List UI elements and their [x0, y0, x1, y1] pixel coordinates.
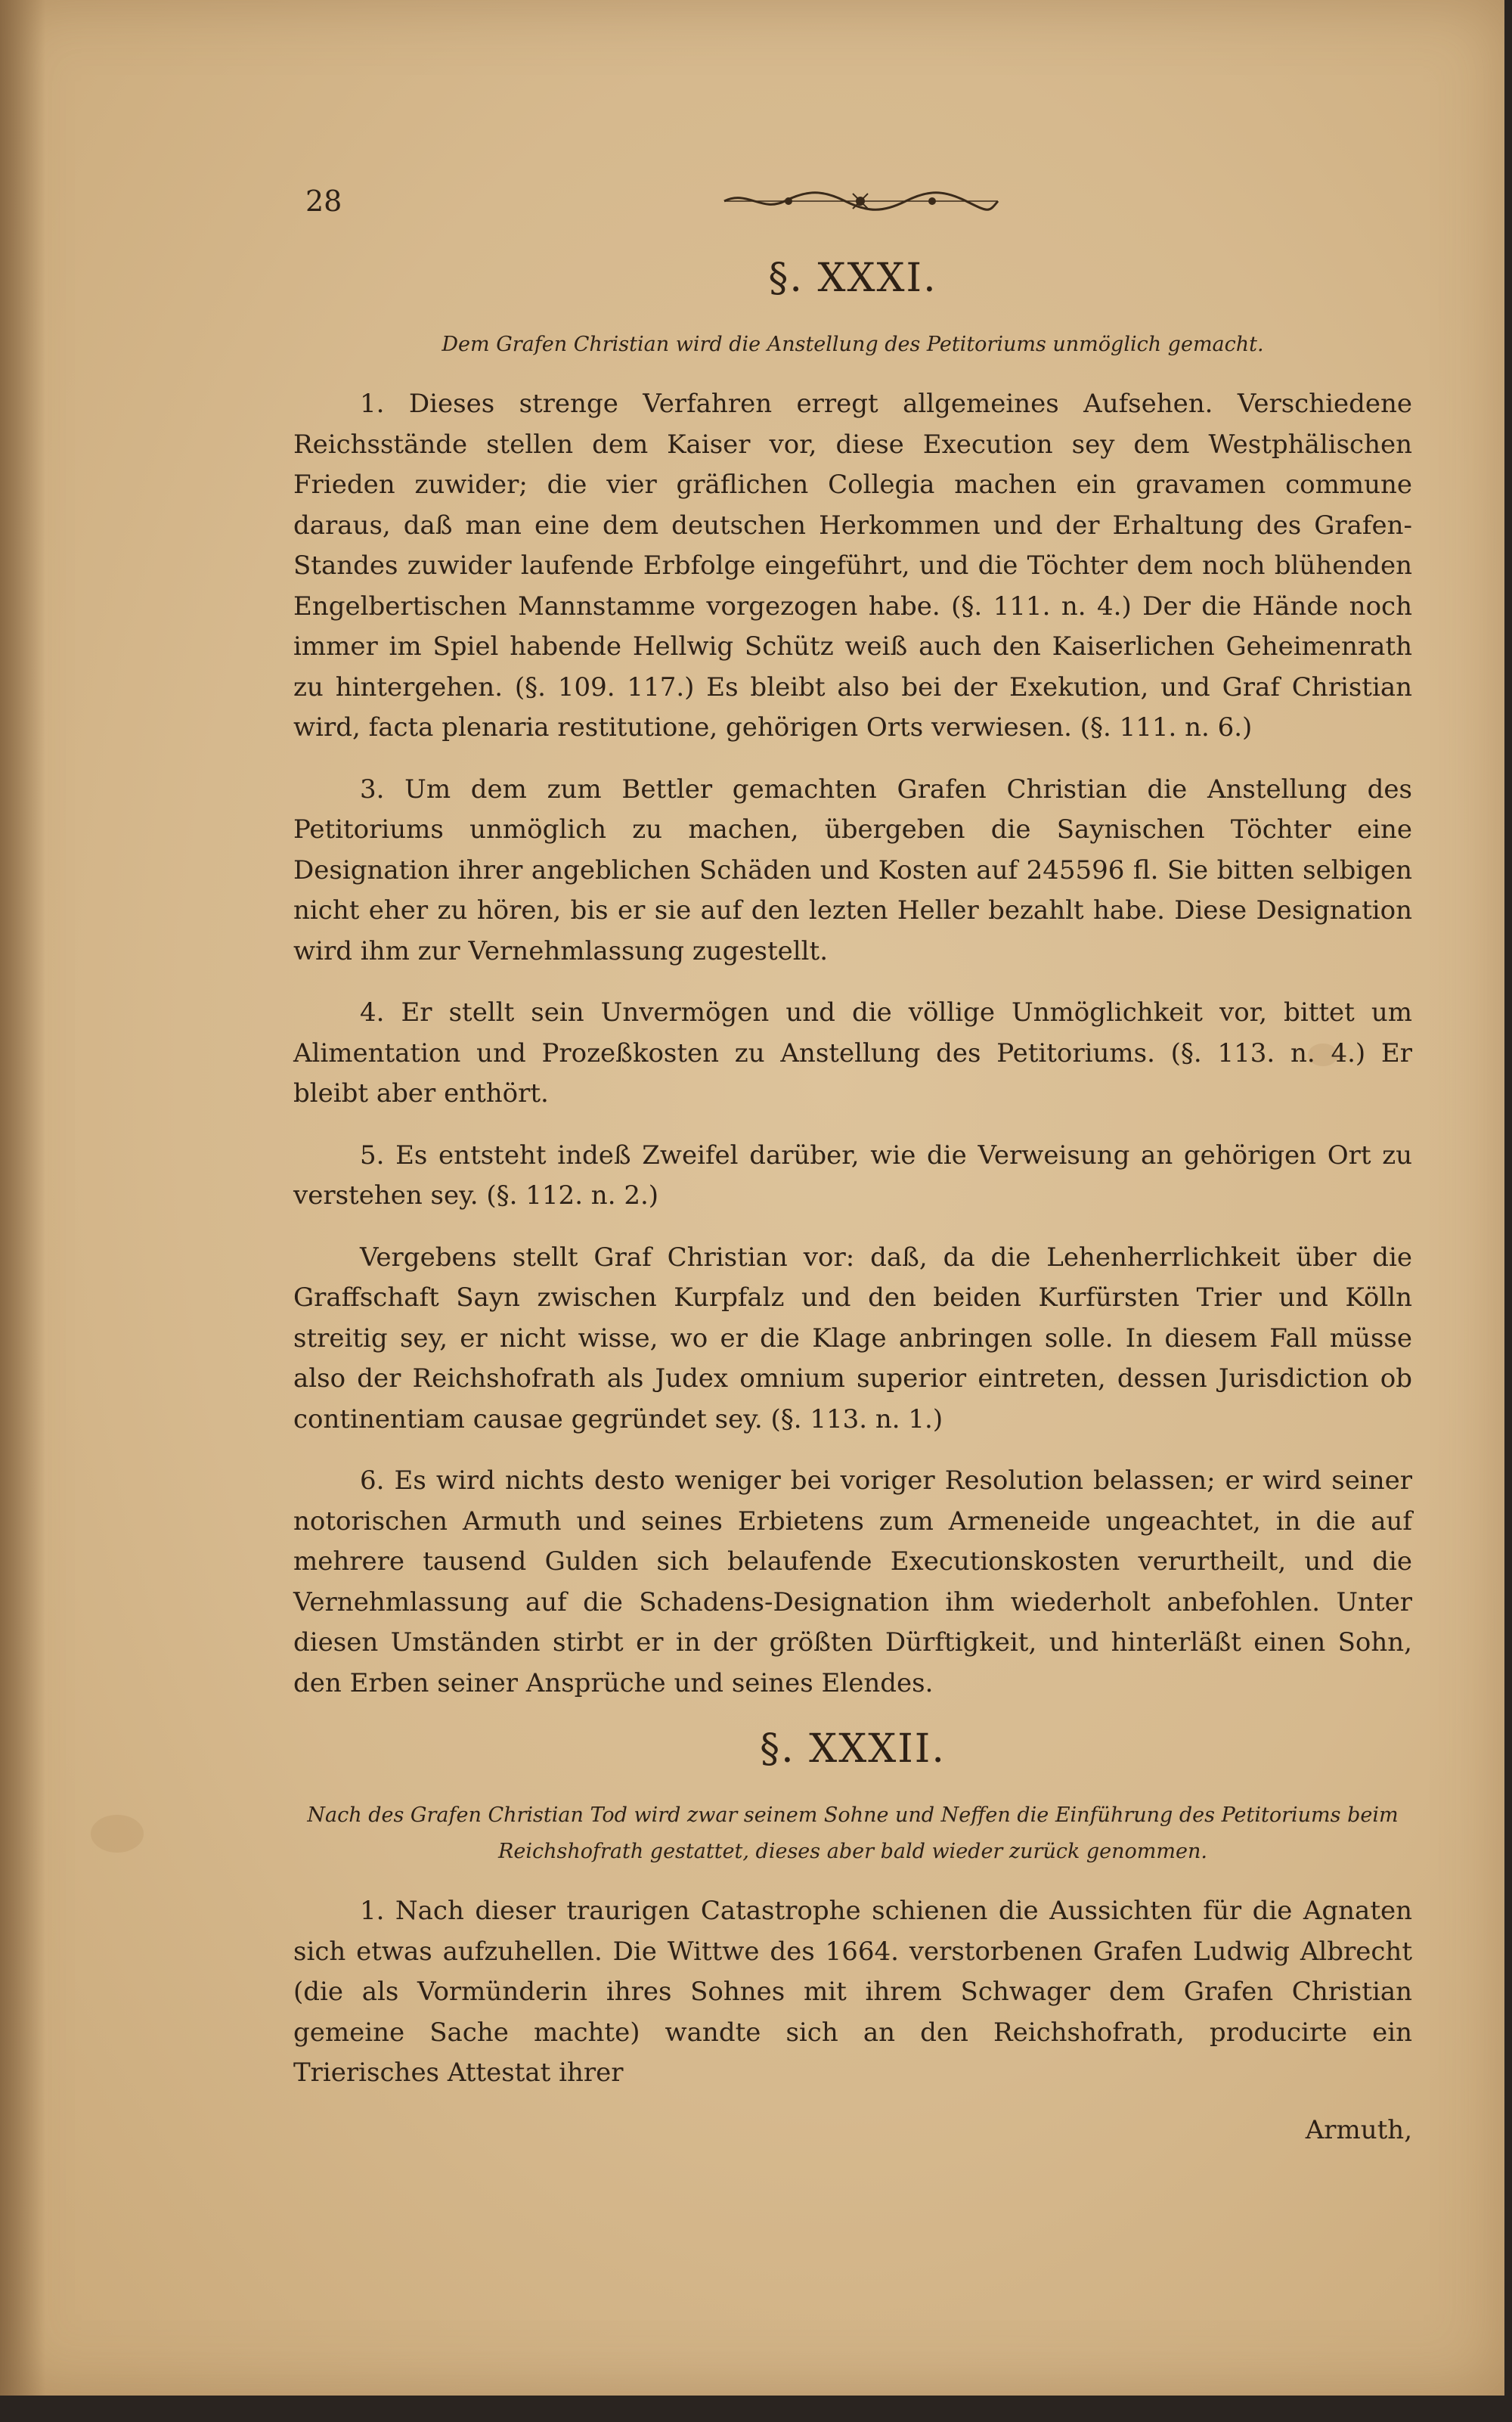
section-subtitle: Nach des Grafen Christian Tod wird zwar seinem Sohne und Neffen die Einführung des Petitoriums beim Reichshofrath gestattet, dieses aber bald wieder zurück genommen.: [307, 1803, 1399, 1863]
catchword: Armuth,: [1305, 2114, 1412, 2145]
section-32: [293, 1726, 1412, 2151]
section-31: [293, 256, 1412, 1704]
paragraph: Vergebens stellt Graf Christian vor: daß, da die Lehenherrlichkeit über die Graffschaft Sayn zwischen Kurpfalz und den beiden Kurfürsten Trier und Kölln streitig sey, er nicht wisse, wo er die Klage anbringen solle. In diesem Fall müsse also der Reichshofrath als Judex omnium superior eintreten, dessen Jurisdiction ob continentiam causae gegründet sey. (§. 113. n. 1.): [293, 1242, 1412, 1434]
section-title: §. XXXII.: [760, 1726, 946, 1772]
paper-stain: [91, 1815, 144, 1853]
paragraph: 1. Dieses strenge Verfahren erregt allgemeines Aufsehen. Verschiedene Reichsstände stellen dem Kaiser vor, diese Execution sey dem Westphälischen Frieden zuwider; die vier gräflichen Collegia machen ein gravamen commune daraus, daß man eine dem deutschen Herkommen und der Erhaltung des Grafen-Standes zuwider laufende Erbfolge eingeführt, und die Töchter dem noch blühenden Engelbertischen Mannstamme vorgezogen habe. (§. 111. n. 4.) Der die Hände noch immer im Spiel habende Hellwig Schütz weiß auch den Kaiserlichen Geheimenrath zu hintergehen. (§. 109. 117.) Es bleibt also bei der Exekution, und Graf Christian wird, facta plenaria restitutione, gehörigen Orts verwiesen. (§. 111. n. 6.): [293, 389, 1412, 743]
paragraph: 6. Es wird nichts desto weniger bei voriger Resolution belassen; er wird seiner notorischen Armuth und seines Erbietens zum Armeneide ungeachtet, in die auf mehrere tausend Gulden sich belaufende Executionskosten verurtheilt, und die Vernehmlassung auf die Schadens-Designation ihm wiederholt anbefohlen. Unter diesen Umständen stirbt er in der größten Dürftigkeit, und hinterläßt einen Sohn, den Erben seiner Ansprüche und seines Elendes.: [293, 1465, 1412, 1698]
paragraph: 3. Um dem zum Bettler gemachten Grafen Christian die Anstellung des Petitoriums unmöglich zu machen, übergeben die Saynischen Töchter eine Designation ihrer angeblichen Schäden und Kosten auf 245596 fl. Sie bitten selbigen nicht eher zu hören, bis er sie auf den lezten Heller bezahlt habe. Diese Designation wird ihm zur Vernehmlassung zugestellt.: [293, 774, 1412, 966]
paragraph: 1. Nach dieser traurigen Catastrophe schienen die Aussichten für die Agnaten sich etwas aufzuhellen. Die Wittwe des 1664. verstorbenen Grafen Ludwig Albrecht (die als Vormünderin ihres Sohnes mit ihrem Schwager dem Grafen Christian gemeine Sache machte) wandte sich an den Reichshofrath, producirte ein Trierisches Attestat ihrer: [293, 1896, 1412, 2088]
section-subtitle: Dem Grafen Christian wird die Anstellung des Petitoriums unmöglich gemacht.: [442, 333, 1264, 356]
section-title: §. XXXI.: [768, 256, 937, 301]
text-block: [293, 180, 1412, 2151]
page-number: 28: [305, 185, 342, 218]
paragraph: 4. Er stellt sein Unvermögen und die völlige Unmöglichkeit vor, bittet um Alimentation und Prozeßkosten zu Anstellung des Petitoriums. (§. 113. n. 4.) Er bleibt aber enthört.: [293, 997, 1412, 1109]
page-header: [293, 180, 1412, 233]
paragraph: 5. Es entsteht indeß Zweifel darüber, wie die Verweisung an gehörigen Ort zu verstehen sey. (§. 112. n. 2.): [293, 1140, 1412, 1211]
page-gutter-shadow: [0, 0, 45, 2396]
ornament-flourish-icon: [717, 186, 1004, 216]
